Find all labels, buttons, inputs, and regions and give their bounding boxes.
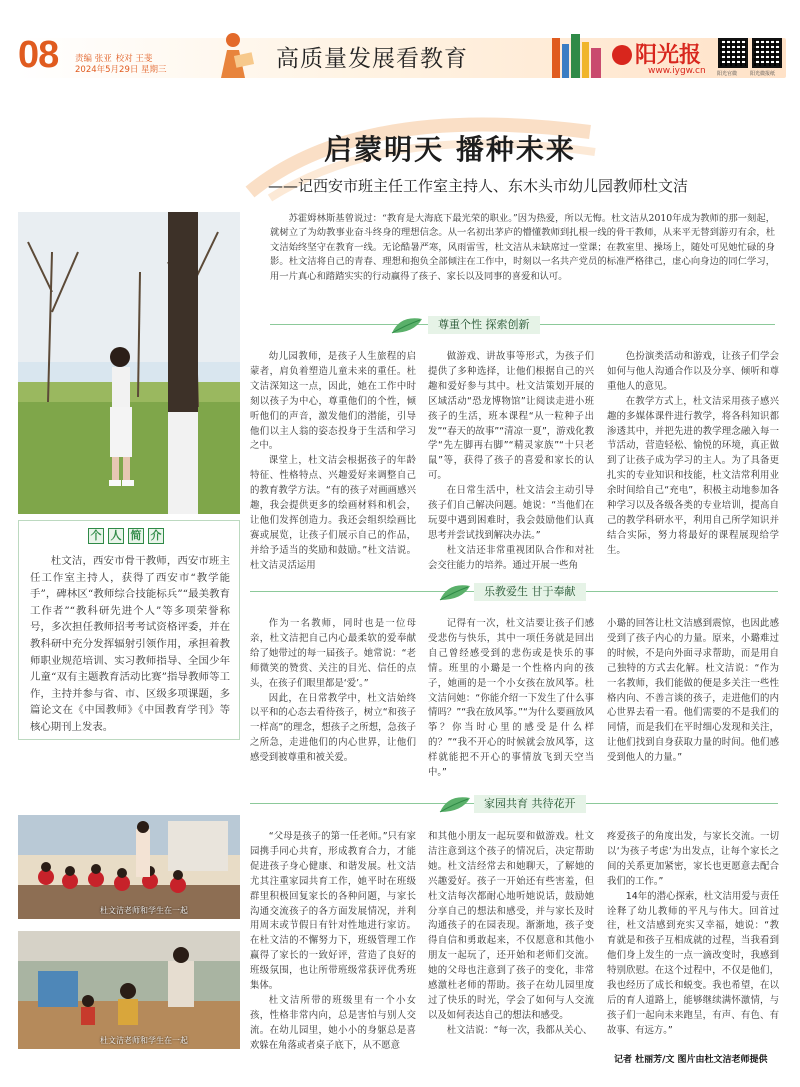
paragraph: 和其他小朋友一起玩耍和做游戏。杜文洁注意到这个孩子的情况后，决定帮助她。杜文洁经常去和她聊天，了解她的兴趣爱好。孩子一开始还有些害羞，但杜文洁每次都耐心地听她说话，鼓励她分享自己的想法和感受，并与家长及时沟通孩子的在园表现。渐渐地，孩子变得自信和勇敢起来，不仅愿意和其他小朋友一起玩了，还开始和老师们交流。她的父母也注意到了孩子的变化，非常感激杜老师的帮助。孩子在幼儿园里度过了快乐的时光，学会了如何与人交流以及如何表达自己的想法和感受。	[428, 831, 594, 1021]
reading-girl-icon	[205, 30, 261, 82]
editor-credit: 责编 张亚	[75, 54, 112, 64]
proofreader-credit: 校对 王斐	[115, 54, 153, 64]
paragraph: 杜文洁说：“每一次，我都从关心、	[446, 1024, 593, 1036]
paragraph: 幼儿园教师，是孩子人生旅程的启蒙者，肩负着塑造儿童未来的重任。杜文洁深知这一点，因此，她在工作中时刻以孩子为中心，尊重他们的个性，倾听他们的声音，激发他们的潜能，引导他们以主人翁的姿态投身于生活和学习之中。	[250, 351, 416, 452]
paragraph: 在日常生活中，杜文洁会主动引导孩子们自己解决问题。她说：“当他们在玩耍中遇到困难时，我会鼓励他们认真思考并尝试找到解决办法。”	[428, 485, 594, 541]
newspaper-logo	[612, 38, 701, 69]
newspaper-name: 阳光报	[635, 42, 702, 68]
profile-text: 杜文洁，西安市骨干教师，西安市班主任工作室主持人，获得了西安市“教学能手”，碑林区“教师综合技能标兵”“最美教育工作者”“教科研先进个人”等多项荣誉称号，多次担任教师招考考试资格评委，并在教科研中充分发挥辐射引领作用，承担着教师职业规范培训、实习教师指导、全国少年儿童“双有主题教育活动比赛”指导教师等工作，主持并参与省、市、区级多项课题，多篇论文在《中国教师》《中国教育学刊》等核心期刊上发表。	[30, 555, 230, 733]
profile-heading-char: 人	[108, 528, 124, 544]
masthead	[0, 0, 800, 100]
section-2-column-3	[607, 617, 779, 766]
article-subtitle: ——记西安市班主任工作室主持人、东木头市幼儿园教师杜文洁	[268, 177, 689, 195]
qr-caption: 阳光微报纸	[750, 71, 776, 77]
paragraph: 杜文洁所带的班级里有一个小女孩，性格非常内向，总是害怕与别人交流。在幼儿园里，她小小的身躯总是喜欢躲在角落或者桌子底下，从不愿意	[250, 994, 416, 1051]
section-title-3: 家园共育 共待花开	[474, 795, 586, 813]
paragraph: 作为一名教师，同时也是一位母亲，杜文洁把自己内心最柔软的爱奉献给了她带过的每一届孩子。她常说：“老师微笑的赞赏、关注的目光、信任的点头，在孩子们眼里都是‘爱’。”	[250, 618, 416, 689]
paragraph: 色扮演类活动和游戏，让孩子们学会如何与他人沟通合作以及分享、倾听和尊重他人的意见。	[607, 351, 779, 392]
page-number: 08	[18, 34, 59, 76]
paragraph: 14年的潜心探索，杜文洁用爱与责任诠释了幼儿教师的平凡与伟大。回首过往，杜文洁感到充实又幸福，她说：“教育就是和孩子互相成就的过程，当我看到他们身上发生的一点一滴改变时，我感到特别欣慰。在这个过程中，不仅是他们，我也经历了成长和蜕变。我也希望，在以后的育人道路上，能够继续满怀激情，与孩子们一起向未来跑呈，有声、有色、有故事、有远方。”	[607, 890, 779, 1036]
classroom-photo-2	[18, 931, 240, 1049]
section-1-column-1	[250, 350, 416, 574]
profile-heading-char: 介	[148, 528, 164, 544]
profile-heading-char: 个	[88, 528, 104, 544]
section-3-column-2	[428, 830, 594, 1039]
paragraph: 做游戏、讲故事等形式，为孩子们提供了多种选择，让他们根据自己的兴趣和爱好参与其中。杜文洁策划开展的区域活动“恐龙博物馆”让阅读走进小班孩子的生活，班本课程“从一粒种子出发”“春天的故事”“清凉一夏”，游戏化教学“先左脚再右脚”“精灵家族”“十只老鼠”等，获得了孩子的喜爱和家长的认可。	[428, 351, 594, 482]
leaf-icon	[438, 582, 472, 602]
qr-caption: 阳光官微	[717, 71, 738, 77]
paragraph: 在教学方式上，杜文洁采用孩子感兴趣的多媒体课件进行教学，将各科知识都渗透其中，并把先进的教学理念融入每一节活动，营造轻松、愉悦的环境，真正做到了让孩子成为学习的主人。为了具备更扎实的专业知识和技能，杜文洁常利用业余时间给自己“充电”，积极主动地参加各种学习以及各级各类的专业培训，提高自己的教学科研水平，利用自己所学知识并结合实际，努力将最好的课程展现给学生。	[607, 395, 779, 556]
leaf-icon	[438, 794, 472, 814]
section-2-column-2	[428, 617, 594, 781]
paragraph: 记得有一次，杜文洁要让孩子们感受悲伤与快乐，其中一项任务就是回出自己曾经感受到的悲伤或是快乐的事情。班里的小璐是一个性格内向的孩子，她画的是一个小女孩在放风筝。杜文洁问她：“你能介绍一下发生了什么事情吗？”“我在放风筝。”“为什么要画放风筝？你当时心里的感受是什么样的？”“我不开心的时候就会放风筝，这样就能把不开心的事情放飞到天空当中。”	[428, 618, 594, 779]
issue-meta	[75, 54, 167, 76]
issue-date: 2024年5月29日 星期三	[75, 65, 167, 75]
section-2-column-1	[250, 617, 416, 766]
section-title: 高质量发展看教育	[276, 46, 468, 72]
section-3-column-1	[250, 830, 416, 1054]
paragraph: 课堂上，杜文洁会根据孩子的年龄特征、性格特点、兴趣爱好来调整自己的教育教学方法。“有的孩子对画画感兴趣，我会提供更多的绘画材料和机会，让他们发挥创造力。我还会组织绘画比赛或展览，让孩子们展示自己的作品，并给予适当的奖励和鼓励。”杜文洁说。杜文洁灵活运用	[250, 455, 416, 571]
paragraph: 疼爱孩子的角度出发，与家长交流。一切以‘为孩子考虑’为出发点，让每个家长之间的关系更加紧密，家长也更愿意去配合我们的工作。”	[607, 831, 779, 887]
paragraph: 杜文洁还非常重视团队合作和对社会交往能力的培养。通过开展一些角	[428, 544, 594, 571]
logo-seal-icon	[612, 45, 632, 65]
article-title: 启蒙明天 播种未来	[324, 133, 576, 166]
website-link[interactable]: www.iygw.cn	[648, 66, 706, 76]
section-title-2: 乐教爱生 甘于奉献	[474, 583, 586, 601]
photo-caption: 杜文洁老师和学生在一起	[100, 1036, 188, 1045]
qr-code-icon[interactable]	[752, 38, 782, 68]
headline	[0, 128, 800, 195]
photo-caption: 杜文洁老师和学生在一起	[100, 906, 188, 915]
classroom-photo-1	[18, 815, 240, 919]
section-1-column-2	[428, 350, 594, 574]
paragraph: “父母是孩子的第一任老师。”只有家园携手同心共育，形成教育合力，才能促进孩子身心健康、和谐发展。杜文洁尤其注重家园共育工作，她平时在班级群里积极回复家长的各种问题，与家长沟通交流孩子的各方面发展情况，并利用周末或节假日有针对性地进行家访。在杜文洁的不懈努力下，班级管理工作赢得了家长的一致好评，营造了良好的班级氛围，也让所带班级常获评优秀班集体。	[250, 831, 416, 992]
section-heading	[250, 792, 778, 816]
qr-code-icon[interactable]	[718, 38, 748, 68]
section-title-1: 尊重个性 探索创新	[428, 316, 540, 334]
section-3-column-3	[607, 830, 779, 1039]
section-heading	[250, 580, 778, 604]
teacher-portrait-photo	[18, 212, 240, 514]
section-1-column-3	[607, 350, 779, 559]
profile-heading-char: 简	[128, 528, 144, 544]
profile-heading	[88, 528, 164, 544]
article-intro: 苏霍姆林斯基曾说过：“教育是大海底下最光荣的职业。”因为热爱，所以无悔。杜文洁从2010年成为教师的那一刻起，就树立了为幼教事业奋斗终身的理想信念。从一名初出茅庐的懵懂教师到扎根一线的骨干教师，从来平无替到游刃有余，杜文洁始终坚守在教育一线。无论酷暑严寒，风雨雷雪，杜文洁从未缺席过一堂课；在教室里、操场上，随处可见她忙碌的身影。杜文洁将自己的青春、理想和抱负全部倾注在工作中，时刻以一名共产党员的标准严格律己，虚心向身边的同仁学习，用一片真心和踏踏实实的行动赢得了孩子、家长以及同事的喜爱和认可。	[270, 213, 775, 282]
books-icon	[548, 30, 608, 80]
leaf-icon	[390, 315, 424, 335]
byline-credit: 记者 杜丽芳/文 图片由杜文洁老师提供	[614, 1055, 768, 1065]
section-heading	[270, 313, 775, 337]
paragraph: 小璐的回答让杜文洁感到震惊，也因此感受到了孩子内心的力量。原来，小璐难过的时候，不是向外面寻求帮助，而是用自己独特的方式去化解。杜文洁说：“作为一名教师，我们能做的便是多关注一些性格内向、不善言谈的孩子，走进他们的内心世界去看一看。他们需要的不是我们的同情，而是我们在平时细心发现和关注，让他们找到自身获取力量的时间。他们感受到他人的力量。”	[607, 618, 779, 764]
paragraph: 因此，在日常教学中，杜文洁始终以平和的心态去看待孩子，树立“和孩子一样高”的理念，想孩子之所想，急孩子之所急，走进他们的内心世界，让他们感受到被尊重和被关爱。	[250, 692, 416, 764]
